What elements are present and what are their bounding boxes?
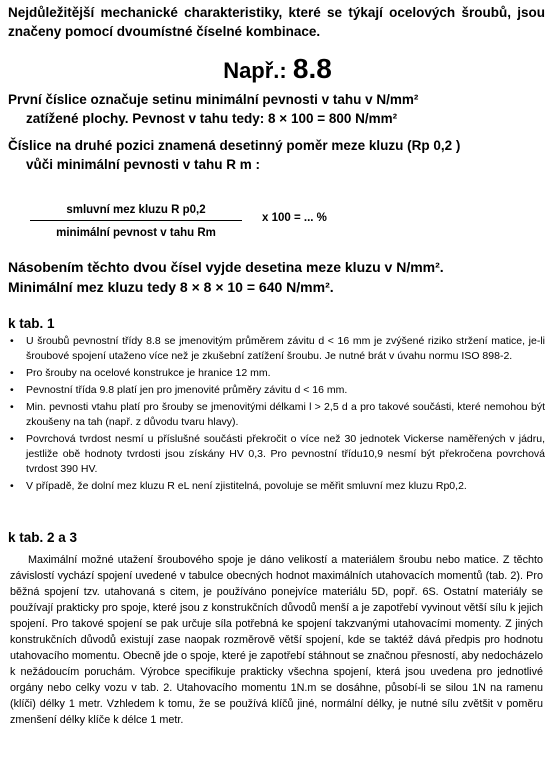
list-item: • Min. pevnosti vtahu platí pro šrouby se jmenovitými délkami l > 2,5 d a pro takové součásti, které nemohou být zkoušeny na tah (např. z důvodu tvaru hlavy). (8, 400, 545, 430)
fraction-tail: x 100 = ... % (262, 212, 327, 224)
first-digit-line2: zatížené plochy. Pevnost v tahu tedy: 8 × 100 = 800 N/mm² (26, 111, 398, 126)
second-digit-line1: Číslice na druhé pozici znamená desetinný poměr meze kluzu (Rp 0,2 ) (8, 138, 461, 153)
multiplication-line2: Minimální mez kluzu tedy 8 × 8 × 10 = 640 N/mm². (8, 279, 334, 295)
example-value: 8.8 (292, 53, 332, 84)
tab1-notes (8, 334, 545, 496)
example-heading (0, 52, 555, 88)
second-digit-section (8, 136, 545, 174)
tab23-heading: k tab. 2 a 3 (8, 530, 78, 545)
list-item: • Pro šrouby na ocelové konstrukce je hranice 12 mm. (8, 366, 545, 381)
fraction-numerator: smluvní mez kluzu R p0,2 (66, 204, 206, 216)
second-digit-line2: vůči minimální pevnosti v tahu R m : (26, 157, 261, 172)
tab23-text: Maximální možné utažení šroubového spoje je dáno velikostí a materiálem šroubu nebo matice. Z těchto závislostí vychází spojení uvedené v tabulce obecných hodnot maximálních utahovacích momentů (tab. 2). Pro běžná spojení tzv. utahovaná s citem, je používáno ponejvíce materiálu 5D, popř. 6S. Ostatní materiály se používají prakticky pro spoje, které jsou z konstrukčních důvodů menší a je zapotřebí vyvinout větší sílu k jejich spojení. Pro takové spojení se pak určuje síla potřebná ke spojení takzvanými utahovacími momenty. Z jiných konstrukčních důvodů existují zase naopak rozměrově větší spojení, kde se taktéž dává předpis pro hodnotu utahovacího momentu. Obecně jde o spoje, které je zapotřebí stáhnout se značnou přesností, aby nedocházelo k nežádoucím poruchám. Výrobce specifikuje prakticky všechna spojení, která jsou uvedena pro jednotlivé orgány nebo celky vozu v tab. 2. Utahovacího momentu 1N.m se dosáhne, působí-li se silou 1N na ramenu (klíči) délky 1 metr. Vzhledem k tomu, že se používá klíčů jiné, normální délky, je nutné sílu zvětšit v poměru zmenšení délky klíče k délce 1 metr. (10, 554, 543, 726)
list-item: • U šroubů pevnostní třídy 8.8 se jmenovitým průměrem závitu d < 16 mm je zvýšené riziko stržení matice, je-li šroubové spojení utaženo více než je zkušební zatížení šroubu. Je nutné brát v úvahu normu ISO 898-2. (8, 334, 545, 364)
yield-ratio-fraction (30, 202, 242, 241)
fraction-denominator: minimální pevnost v tahu Rm (56, 227, 216, 239)
multiplication-line1: Násobením těchto dvou čísel vyjde desetina meze kluzu v N/mm². (8, 259, 444, 275)
list-item: • Pevnostní třída 9.8 platí jen pro jmenovité průměry závitu d < 16 mm. (8, 383, 545, 398)
list-item: • Povrchová tvrdost nesmí u příslušné součásti překročit o více než 30 jednotek Vickerse naměřených v jádru, jestliže obě hodnoty tvrdosti jsou získány HV 0,3. Pro pevnostní třídu10,9 nesmí být překročena povrchová tvrdost 390 HV. (8, 432, 545, 477)
example-prefix: Např.: (223, 58, 287, 83)
first-digit-line1: První číslice označuje setinu minimální pevnosti v tahu v N/mm² (8, 92, 419, 107)
tab1-heading: k tab. 1 (8, 316, 55, 331)
intro-text: Nejdůležitější mechanické charakteristiky, které se týkají ocelových šroubů, jsou značeny pomocí dvoumístné číselné kombinace. (8, 5, 545, 39)
list-item: • V případě, že dolní mez kluzu R eL není zjistitelná, povoluje se měřit smluvní mez kluzu Rp0,2. (8, 479, 545, 494)
multiplication-section (8, 257, 545, 297)
first-digit-section (8, 90, 545, 128)
fraction-bar (30, 220, 242, 221)
tab23-paragraph (10, 552, 543, 728)
